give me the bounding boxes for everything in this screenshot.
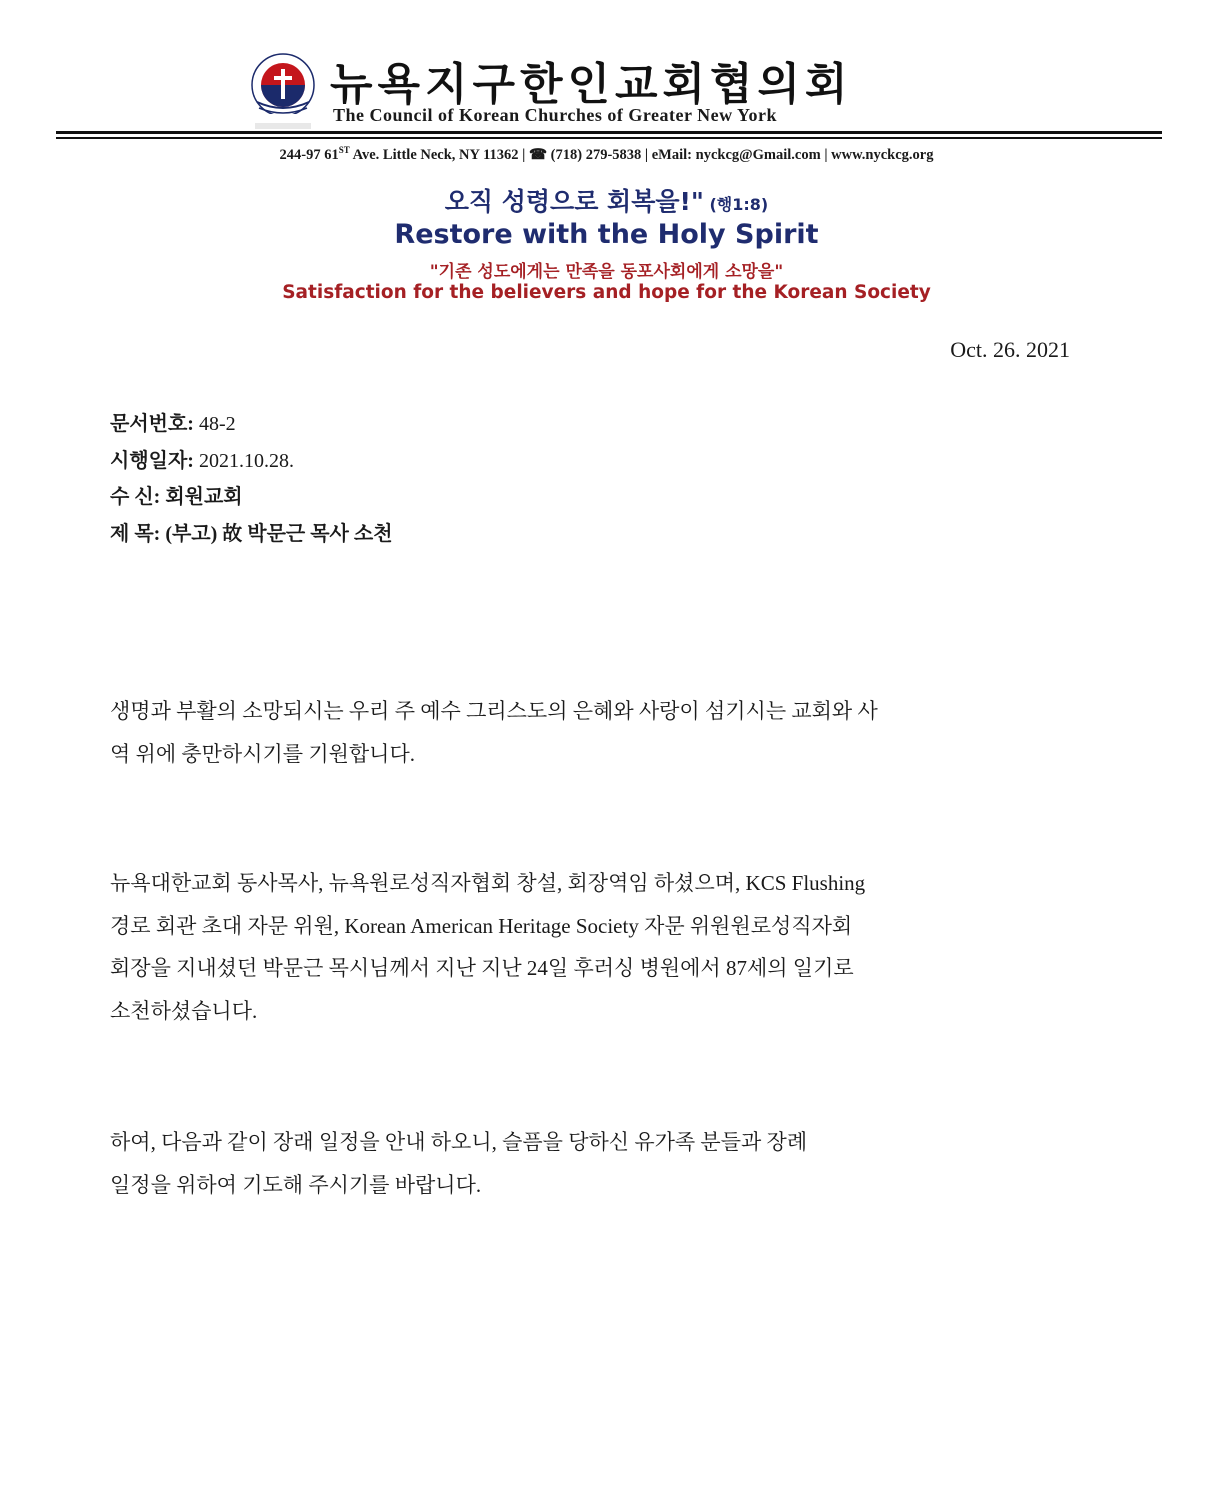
theme-korean: 오직 성령으로 회복을!" (행1:8) [444, 187, 769, 216]
contact-line: 244-97 61ST Ave. Little Neck, NY 11362 | ☎ (718) 279-5838 | eMail: nyckcg@Gmail.com | www.nyckcg.org [279, 145, 934, 163]
org-name-english: The Council of Korean Churches of Greater New York [333, 105, 777, 125]
email-link[interactable]: eMail: nyckcg@Gmail.com [651, 147, 821, 163]
motto-korean: "기존 성도에게는 만족을 동포사회에게 소망을" [429, 262, 784, 282]
header-rule-thin [56, 137, 1162, 139]
theme-english: Restore with the Holy Spirit [394, 219, 819, 250]
letter-date: Oct. 26. 2021 [950, 337, 1070, 362]
document-number-value: 48-2 [193, 413, 236, 435]
council-logo [247, 52, 319, 130]
document-number [110, 407, 236, 436]
motto-english: Satisfaction for the believers and hope for the Korean Society [282, 282, 931, 303]
website-link[interactable]: www.nyckcg.org [831, 147, 934, 163]
paragraph-line: 소천하셨습니다. [110, 998, 258, 1023]
council-seal-icon [247, 52, 319, 130]
recipient-value: 회원교회 [160, 486, 243, 508]
theme-bible-reference: (행1:8) [703, 195, 769, 214]
body-paragraph-request [110, 1121, 1060, 1206]
address: 244-97 61ST Ave. Little Neck, NY 11362 [279, 145, 519, 163]
header-rule-thick [56, 131, 1162, 134]
effective-date-value: 2021.10.28. [193, 450, 294, 472]
recipient [110, 480, 243, 509]
subject-label: 제 목: [110, 523, 161, 545]
effective-date-label: 시행일자: [110, 450, 194, 472]
paragraph-line: 생명과 부활의 소망되시는 우리 주 예수 그리스도의 은혜와 사랑이 섬기시는 교회와 사 [110, 699, 878, 723]
paragraph-line: 경로 회관 초대 자문 위원, Korean American Heritage Society 자문 위원원로성직자회 [110, 913, 853, 938]
paragraph-line: 하여, 다음과 같이 장래 일정을 안내 하오니, 슬픔을 당하신 유가족 분들과 장례 [110, 1130, 808, 1154]
effective-date [110, 444, 294, 473]
document-number-label: 문서번호: [110, 413, 194, 435]
phone-number: (718) 279-5838 [547, 147, 642, 163]
paragraph-line: 회장을 지내셨던 박문근 목시님께서 지난 지난 24일 후러싱 병원에서 87세의 일기로 [110, 956, 854, 980]
subject-value: (부고) 故 박문근 목사 소천 [160, 523, 393, 545]
paragraph-line: 일정을 위하여 기도해 주시기를 바랍니다. [110, 1172, 482, 1197]
recipient-label: 수 신: [110, 486, 161, 508]
org-name-korean: 뉴욕지구한인교회협의회 [330, 59, 853, 110]
paragraph-line: 역 위에 충만하시기를 기원합니다. [110, 741, 416, 766]
body-paragraph-obituary [110, 862, 1060, 1032]
phone-icon: ☎ [528, 147, 548, 163]
subject [110, 517, 393, 546]
body-paragraph-greeting [110, 690, 1060, 775]
paragraph-line: 뉴욕대한교회 동사목사, 뉴욕원로성직자협회 창설, 회장역임 하셨으며, KCS Flushing [110, 871, 866, 895]
